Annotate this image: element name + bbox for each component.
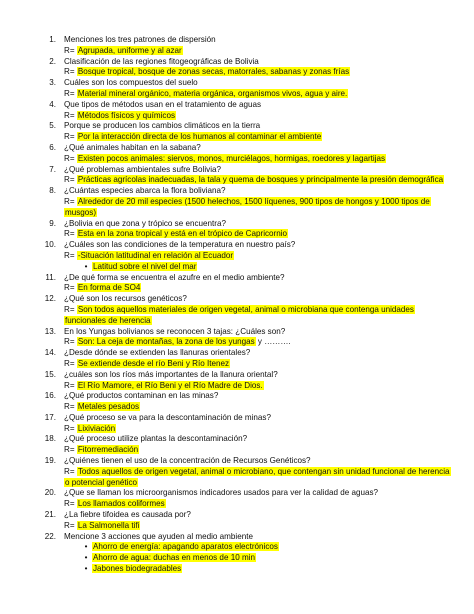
answer-line bbox=[64, 337, 454, 348]
question-number: 2. bbox=[49, 56, 56, 66]
answer-prefix: R= bbox=[64, 423, 77, 433]
question-number: 8. bbox=[49, 186, 56, 196]
question-number: 20. bbox=[44, 488, 56, 498]
question-item bbox=[34, 370, 454, 392]
bullet-list bbox=[64, 262, 454, 273]
answer-prefix: R= bbox=[64, 175, 77, 185]
answer-highlight: Agrupada, uniforme y al azar bbox=[77, 45, 182, 55]
answer-highlight: Son todos aquellos materiales de origen vegetal, animal o microbiana que contenga unidades funcionales de herencia bbox=[65, 304, 414, 325]
answer-highlight: Lixiviación bbox=[77, 423, 116, 433]
question-item bbox=[34, 532, 454, 575]
bullet-item bbox=[64, 542, 454, 553]
question-text: ¿Cuántas especies abarca la flora boliviana? bbox=[64, 186, 226, 196]
answer-line bbox=[64, 467, 454, 489]
answer-prefix: R= bbox=[64, 380, 77, 390]
answer-prefix: R= bbox=[64, 45, 77, 55]
question-text: ¿Desde dónde se extienden las llanuras orientales? bbox=[64, 348, 251, 358]
question-item bbox=[34, 488, 454, 510]
bullet-list bbox=[64, 542, 454, 574]
answer-highlight: La Salmonella tifi bbox=[77, 520, 140, 530]
answer-line bbox=[64, 283, 454, 294]
answer-line bbox=[64, 229, 454, 240]
answer-prefix: R= bbox=[64, 67, 77, 77]
answer-prefix: R= bbox=[64, 304, 77, 314]
answer-prefix: R= bbox=[64, 196, 77, 206]
question-answer-list bbox=[34, 35, 454, 575]
answer-prefix: R= bbox=[64, 250, 77, 260]
question-item bbox=[34, 121, 454, 143]
question-item bbox=[34, 35, 454, 57]
question-text: ¿Qué animales habitan en la sabana? bbox=[64, 142, 201, 152]
question-item bbox=[34, 327, 454, 349]
question-item bbox=[34, 57, 454, 79]
question-item bbox=[34, 391, 454, 413]
question-number: 5. bbox=[49, 121, 56, 131]
answer-highlight: Existen pocos animales: siervos, monos, murciélagos, hormigas, roedores y lagartijas bbox=[77, 153, 386, 163]
question-text: Porque se producen los cambios climáticos en la tierra bbox=[64, 121, 261, 131]
question-item bbox=[34, 456, 454, 488]
question-number: 12. bbox=[44, 294, 56, 304]
question-item bbox=[34, 186, 454, 218]
question-item bbox=[34, 165, 454, 187]
answer-line bbox=[64, 424, 454, 435]
question-number: 4. bbox=[49, 99, 56, 109]
question-number: 19. bbox=[44, 456, 56, 466]
answer-highlight: En forma de SO4 bbox=[77, 283, 141, 293]
answer-line bbox=[64, 154, 454, 165]
answer-line bbox=[64, 46, 454, 57]
answer-prefix: R= bbox=[64, 153, 77, 163]
answer-highlight: Son: La ceja de montañas, la zona de los yungas bbox=[77, 337, 255, 347]
answer-highlight: Bosque tropical, bosque de zonas secas, matorrales, sabanas y zonas frías bbox=[77, 67, 350, 77]
answer-line bbox=[64, 67, 454, 78]
question-text: ¿Qué proceso se va para la descontaminación de minas? bbox=[64, 412, 271, 422]
question-number: 13. bbox=[44, 326, 56, 336]
bullet-text: Ahorro de energía: apagando aparatos electrónicos bbox=[93, 542, 278, 552]
question-number: 10. bbox=[44, 240, 56, 250]
answer-highlight: Fitorremediación bbox=[77, 445, 139, 455]
question-number: 16. bbox=[44, 391, 56, 401]
bullet-dot-icon: • bbox=[84, 564, 88, 574]
answer-prefix: R= bbox=[64, 358, 77, 368]
answer-highlight: Prácticas agrícolas inadecuadas, la tala y quema de bosques y principalmente la presión demográfica bbox=[77, 175, 444, 185]
answer-highlight: Alrededor de 20 mil especies (1500 helechos, 1500 líquenes, 900 tipos de hongos y 1000 tipos de musgos) bbox=[65, 196, 430, 217]
answer-line bbox=[64, 402, 454, 413]
answer-prefix: R= bbox=[64, 132, 77, 142]
answer-tail: y ………. bbox=[255, 337, 291, 347]
question-item bbox=[34, 434, 454, 456]
question-number: 11. bbox=[45, 272, 56, 282]
question-text: ¿Qué problemas ambientales sufre Bolivia? bbox=[64, 164, 222, 174]
question-text: Menciones los tres patrones de dispersión bbox=[64, 35, 216, 44]
bullet-dot-icon: • bbox=[84, 542, 88, 552]
question-text: ¿Qué productos contaminan en las minas? bbox=[64, 391, 219, 401]
question-number: 7. bbox=[49, 164, 56, 174]
answer-line bbox=[64, 499, 454, 510]
answer-prefix: R= bbox=[64, 499, 77, 509]
answer-line bbox=[64, 359, 454, 370]
question-text: Que tipos de métodos usan en el tratamiento de aguas bbox=[64, 99, 262, 109]
question-number: 3. bbox=[49, 78, 56, 88]
bullet-text: Latitud sobre el nivel del mar bbox=[93, 261, 197, 271]
question-text: ¿Qué proceso utilize plantas la descontaminación? bbox=[64, 434, 248, 444]
question-text: ¿Bolivia en que zona y trópico se encuentra? bbox=[64, 218, 226, 228]
question-number: 9. bbox=[49, 218, 56, 228]
answer-line bbox=[64, 197, 454, 219]
question-number: 1. bbox=[49, 35, 56, 44]
question-item bbox=[34, 273, 454, 295]
question-number: 21. bbox=[44, 510, 56, 520]
answer-line bbox=[64, 89, 454, 100]
question-number: 6. bbox=[49, 142, 56, 152]
answer-prefix: R= bbox=[64, 110, 77, 120]
answer-highlight: Los llamados coliformes bbox=[77, 499, 165, 509]
question-text: Mencione 3 acciones que ayuden al medio ambiente bbox=[64, 531, 253, 541]
answer-line bbox=[64, 175, 454, 186]
answer-highlight: Metales pesados bbox=[77, 402, 140, 412]
answer-highlight: Se extiende desde el río Beni y Río Itenez bbox=[77, 358, 230, 368]
answer-prefix: R= bbox=[64, 229, 77, 239]
answer-prefix: R= bbox=[64, 445, 77, 455]
answer-prefix: R= bbox=[64, 402, 77, 412]
question-text: Clasificación de las regiones fitogeográficas de Bolivia bbox=[64, 56, 259, 66]
answer-line bbox=[64, 445, 454, 456]
question-item bbox=[34, 510, 454, 532]
question-text: Cuáles son los compuestos del suelo bbox=[64, 78, 198, 88]
question-item bbox=[34, 143, 454, 165]
bullet-text: Jabones biodegradables bbox=[93, 564, 182, 574]
answer-line bbox=[64, 521, 454, 532]
answer-highlight: El Río Mamore, el Río Beni y el Río Madre de Dios. bbox=[77, 380, 263, 390]
answer-highlight: Por la interacción directa de los humanos al contaminar el ambiente bbox=[77, 132, 322, 142]
question-text: ¿Quiénes tienen el uso de la concentración de Recursos Genéticos? bbox=[64, 456, 311, 466]
answer-prefix: R= bbox=[64, 466, 77, 476]
answer-highlight: Material mineral orgánico, materia orgánica, organismos vivos, agua y aire. bbox=[77, 88, 348, 98]
answer-prefix: R= bbox=[64, 88, 77, 98]
question-number: 17. bbox=[44, 412, 56, 422]
question-text: ¿Que se llaman los microorganismos indicadores usados para ver la calidad de aguas? bbox=[64, 488, 379, 498]
answer-highlight: Esta en la zona tropical y está en el trópico de Capricornio bbox=[77, 229, 288, 239]
answer-highlight: -Situación latitudinal en relación al Ecuador bbox=[77, 250, 234, 260]
answer-line bbox=[64, 251, 454, 262]
question-text: ¿Qué son los recursos genéticos? bbox=[64, 294, 187, 304]
question-item bbox=[34, 413, 454, 435]
question-number: 22. bbox=[44, 531, 56, 541]
question-item bbox=[34, 219, 454, 241]
answer-highlight: Métodos físicos y químicos bbox=[77, 110, 175, 120]
answer-highlight: Todos aquellos de origen vegetal, animal o microbiano, que contengan sin unidad funcional de herencia o potencial genético bbox=[65, 466, 450, 487]
answer-prefix: R= bbox=[64, 283, 77, 293]
question-item bbox=[34, 294, 454, 326]
answer-line bbox=[64, 381, 454, 392]
question-item bbox=[34, 348, 454, 370]
answer-line bbox=[64, 132, 454, 143]
question-text: ¿La fiebre tifoidea es causada por? bbox=[64, 510, 191, 520]
bullet-dot-icon: • bbox=[84, 553, 88, 563]
answer-prefix: R= bbox=[64, 520, 77, 530]
answer-line bbox=[64, 111, 454, 122]
question-number: 14. bbox=[44, 348, 56, 358]
bullet-text: Ahorro de agua: duchas en menos de 10 min bbox=[93, 553, 255, 563]
bullet-item bbox=[64, 262, 454, 273]
bullet-dot-icon: • bbox=[84, 261, 88, 271]
question-text: ¿Cuáles son las condiciones de la temperatura en nuestro país? bbox=[64, 240, 296, 250]
question-item bbox=[34, 100, 454, 122]
answer-prefix: R= bbox=[64, 337, 77, 347]
question-number: 18. bbox=[44, 434, 56, 444]
question-item bbox=[34, 240, 454, 272]
question-text: ¿De qué forma se encuentra el azufre en el medio ambiente? bbox=[64, 272, 285, 282]
question-text: ¿cuáles son los ríos más importantes de la llanura oriental? bbox=[64, 369, 278, 379]
bullet-item bbox=[64, 564, 454, 575]
bullet-item bbox=[64, 553, 454, 564]
question-item bbox=[34, 78, 454, 100]
answer-line bbox=[64, 305, 454, 327]
question-number: 15. bbox=[44, 369, 56, 379]
question-text: En los Yungas bolivianos se reconocen 3 tajas: ¿Cuáles son? bbox=[64, 326, 286, 336]
